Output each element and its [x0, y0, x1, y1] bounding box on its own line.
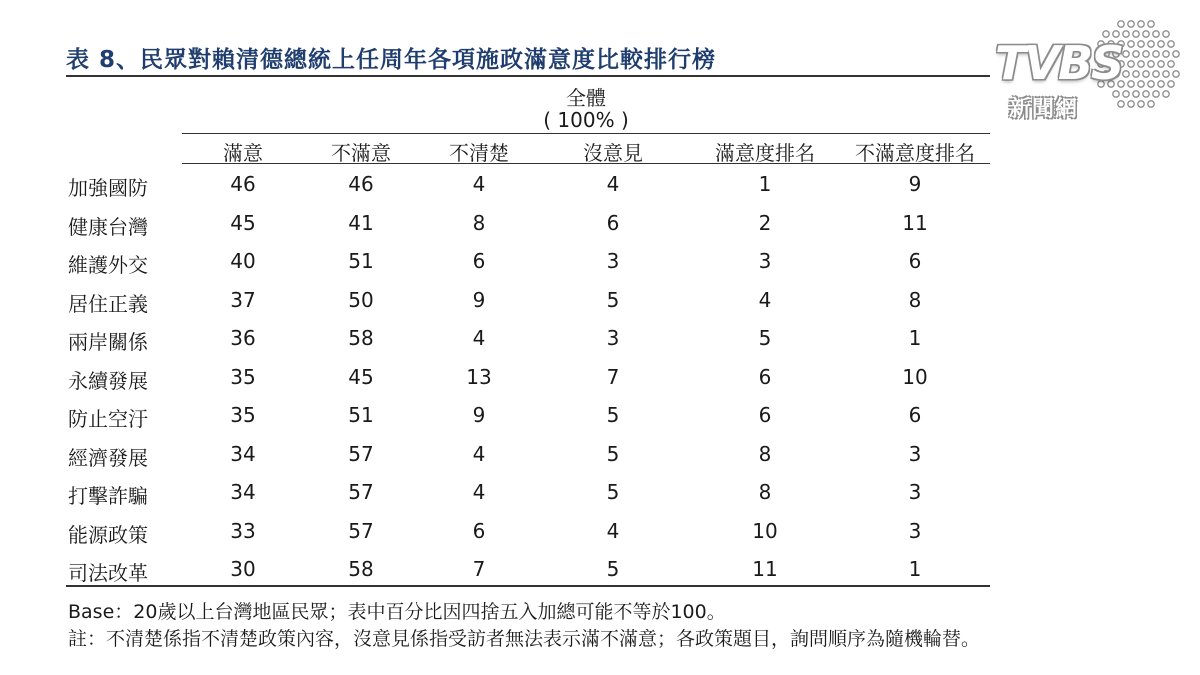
logo-dot	[1168, 61, 1174, 67]
logo-dot	[1153, 71, 1159, 77]
table-cell: 7	[606, 364, 620, 389]
table-cell: 35	[230, 364, 256, 389]
logo-dot	[1123, 31, 1129, 37]
table-cell: 57	[348, 518, 374, 543]
logo-dot	[1168, 81, 1174, 87]
table-cell: 51	[348, 249, 374, 273]
logo-dot	[1163, 31, 1169, 37]
table-cell: 4	[472, 326, 486, 350]
table-cell: 5	[606, 441, 620, 466]
table-cell: 58	[348, 326, 374, 350]
table-cell: 6	[758, 403, 772, 427]
logo-dot	[1138, 41, 1144, 47]
table-cell: 6	[606, 210, 620, 235]
table-cell: 57	[348, 441, 374, 466]
logo-dot	[1158, 81, 1164, 87]
table-cell: 51	[348, 403, 374, 427]
row-label: 防止空汙	[68, 407, 148, 431]
table-cell: 5	[606, 403, 620, 427]
table-cell: 11	[902, 210, 928, 235]
logo-dot	[1153, 91, 1159, 97]
table-cell: 45	[230, 210, 256, 235]
table-cell: 46	[348, 172, 374, 196]
logo-dot	[1138, 21, 1144, 27]
table-cell: 5	[606, 480, 620, 504]
row-label: 打擊詐騙	[68, 484, 148, 508]
table-cell: 3	[606, 326, 620, 350]
logo-dot	[1143, 31, 1149, 37]
table-cell: 34	[230, 480, 256, 504]
table-cell: 3	[758, 249, 772, 273]
logo-dot	[1113, 91, 1119, 97]
table-cell: 1	[908, 557, 922, 581]
table-cell: 13	[466, 364, 492, 389]
logo-dot	[1143, 51, 1149, 57]
logo-dot	[1173, 71, 1179, 77]
table-cell: 4	[472, 480, 486, 504]
logo-dot	[1153, 31, 1159, 37]
table-cell: 33	[230, 518, 256, 543]
header-group-rule	[182, 133, 990, 134]
page-title: 表 8、民眾對賴清德總統上任周年各項施政滿意度比較排行榜	[66, 47, 717, 73]
table-cell: 5	[606, 287, 620, 312]
logo-dot	[1123, 71, 1129, 77]
table-cell: 40	[230, 249, 256, 273]
logo-dot	[1153, 51, 1159, 57]
table-bottom-rule	[66, 585, 990, 587]
table-cell: 4	[472, 172, 486, 196]
logo-dot	[1148, 81, 1154, 87]
table-cell: 9	[472, 403, 486, 427]
table-cell: 58	[348, 557, 374, 581]
table-cell: 6	[908, 403, 922, 427]
logo-brand: TVBS	[995, 36, 1123, 90]
column-header: 不滿意度排名	[855, 141, 975, 165]
logo-dot	[1133, 51, 1139, 57]
table-cell: 8	[472, 210, 486, 235]
logo-dot	[1138, 81, 1144, 87]
table-cell: 50	[348, 287, 374, 312]
table-top-rule	[66, 75, 990, 77]
table-cell: 3	[908, 441, 922, 466]
table-cell: 4	[758, 287, 772, 312]
base-note: Base：20歲以上台灣地區民眾；表中百分比因四捨五入加總可能不等於100。	[68, 601, 726, 623]
table-cell: 10	[752, 518, 778, 543]
logo-dot	[1163, 71, 1169, 77]
logo-dot	[1128, 41, 1134, 47]
table-cell: 36	[230, 326, 256, 350]
table-cell: 1	[908, 326, 922, 350]
column-header: 沒意見	[583, 141, 643, 165]
row-label: 維護外交	[68, 253, 148, 277]
row-label: 居住正義	[68, 291, 148, 316]
table-cell: 9	[472, 287, 486, 312]
logo-dot	[1148, 61, 1154, 67]
logo-dot	[1173, 51, 1179, 57]
logo-dot	[1128, 21, 1134, 27]
table-cell: 7	[472, 557, 486, 581]
row-label: 永續發展	[68, 368, 148, 393]
table-cell: 8	[908, 287, 922, 312]
column-header: 不滿意	[331, 141, 391, 165]
logo-dot	[1133, 71, 1139, 77]
table-cell: 5	[758, 326, 772, 350]
table-cell: 4	[606, 172, 620, 196]
logo-dot	[1133, 91, 1139, 97]
row-label: 健康台灣	[68, 214, 148, 239]
table-cell: 57	[348, 480, 374, 504]
logo-dot	[1118, 21, 1124, 27]
column-header: 滿意度排名	[715, 141, 815, 165]
column-header: 不清楚	[449, 141, 509, 165]
table-cell: 3	[908, 518, 922, 543]
table-cell: 4	[606, 518, 620, 543]
column-header: 滿意	[223, 141, 263, 165]
table-cell: 8	[758, 480, 772, 504]
logo-dot	[1158, 41, 1164, 47]
table-cell: 4	[472, 441, 486, 466]
logo-dot	[1128, 81, 1134, 87]
table-cell: 30	[230, 557, 256, 581]
table-cell: 9	[908, 172, 922, 196]
logo	[995, 18, 1180, 123]
logo-dot	[1148, 41, 1154, 47]
row-label: 能源政策	[68, 522, 148, 547]
table-cell: 3	[606, 249, 620, 273]
table-cell: 46	[230, 172, 256, 196]
logo-subtitle: 新聞網	[1009, 97, 1079, 122]
logo-dot	[1128, 61, 1134, 67]
logo-dot	[1123, 91, 1129, 97]
table-cell: 45	[348, 364, 374, 389]
logo-dot	[1118, 101, 1124, 107]
logo-dot	[1148, 101, 1154, 107]
table-cell: 6	[758, 364, 772, 389]
group-subheader: ( 100% )	[543, 108, 629, 132]
table-cell: 41	[348, 210, 374, 235]
logo-dot	[1143, 91, 1149, 97]
logo-dot	[1168, 41, 1174, 47]
row-label: 加強國防	[68, 176, 148, 200]
table-cell: 6	[472, 518, 486, 543]
row-label: 經濟發展	[68, 445, 148, 470]
logo-dot	[1123, 51, 1129, 57]
table-cell: 6	[908, 249, 922, 273]
logo-dot	[1138, 61, 1144, 67]
group-header: 全體	[566, 86, 606, 110]
table-cell: 2	[758, 210, 772, 235]
table-cell: 1	[758, 172, 772, 196]
remark-note: 註：不清楚係指不清楚政策內容，沒意見係指受訪者無法表示滿不滿意；各政策題目，詢問順序為隨機輪替。	[68, 628, 981, 650]
logo-dot	[1148, 21, 1154, 27]
table-cell: 35	[230, 403, 256, 427]
row-label: 司法改革	[68, 561, 148, 585]
table-cell: 11	[752, 557, 778, 581]
row-label: 兩岸關係	[68, 330, 148, 354]
logo-dot	[1138, 101, 1144, 107]
table-cell: 5	[606, 557, 620, 581]
table-cell: 3	[908, 480, 922, 504]
table-cell: 34	[230, 441, 256, 466]
table-cell: 37	[230, 287, 256, 312]
logo-dot	[1163, 51, 1169, 57]
logo-dot	[1163, 91, 1169, 97]
logo-dot	[1133, 31, 1139, 37]
logo-dot	[1128, 101, 1134, 107]
table-cell: 10	[902, 364, 928, 389]
table-cell: 6	[472, 249, 486, 273]
logo-dot	[1158, 61, 1164, 67]
table-cell: 8	[758, 441, 772, 466]
logo-dot	[1143, 71, 1149, 77]
